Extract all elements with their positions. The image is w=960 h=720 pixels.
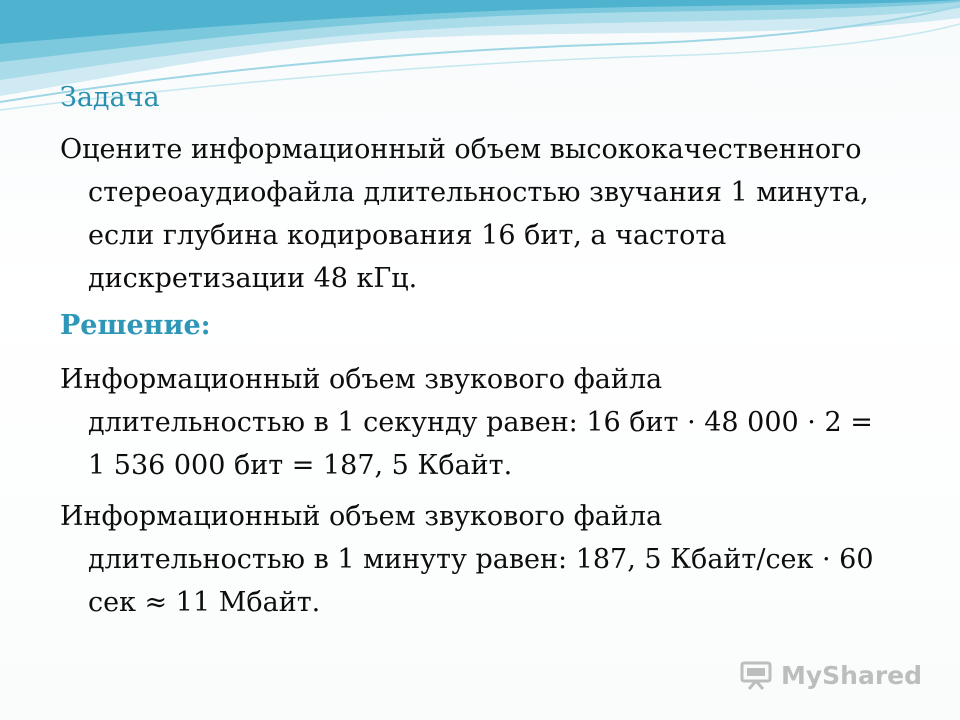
solution-paragraph-2: Информационный объем звукового файла длительностью в 1 минуту равен: 187, 5 Кбайт/сек · 60 сек ≈ 11 Мбайт. <box>60 501 874 618</box>
slide-content <box>60 78 880 624</box>
solution-heading: Решение: <box>60 310 211 341</box>
solution-paragraph-1: Информационный объем звукового файла длительностью в 1 секунду равен: 16 бит · 48 000 · 2 = 1 536 000 бит = 187, 5 Кбайт. <box>60 364 873 481</box>
task-text: Оцените информационный объем высококачественного стереоаудиофайла длительностью звучания 1 минута, если глубина кодирования 16 бит, а частота дискретизации 48 кГц. <box>60 134 869 294</box>
watermark-text: MyShared <box>780 660 922 690</box>
task-heading: Задача <box>60 82 160 113</box>
presentation-board-icon <box>739 660 773 690</box>
myshared-watermark <box>739 660 922 690</box>
